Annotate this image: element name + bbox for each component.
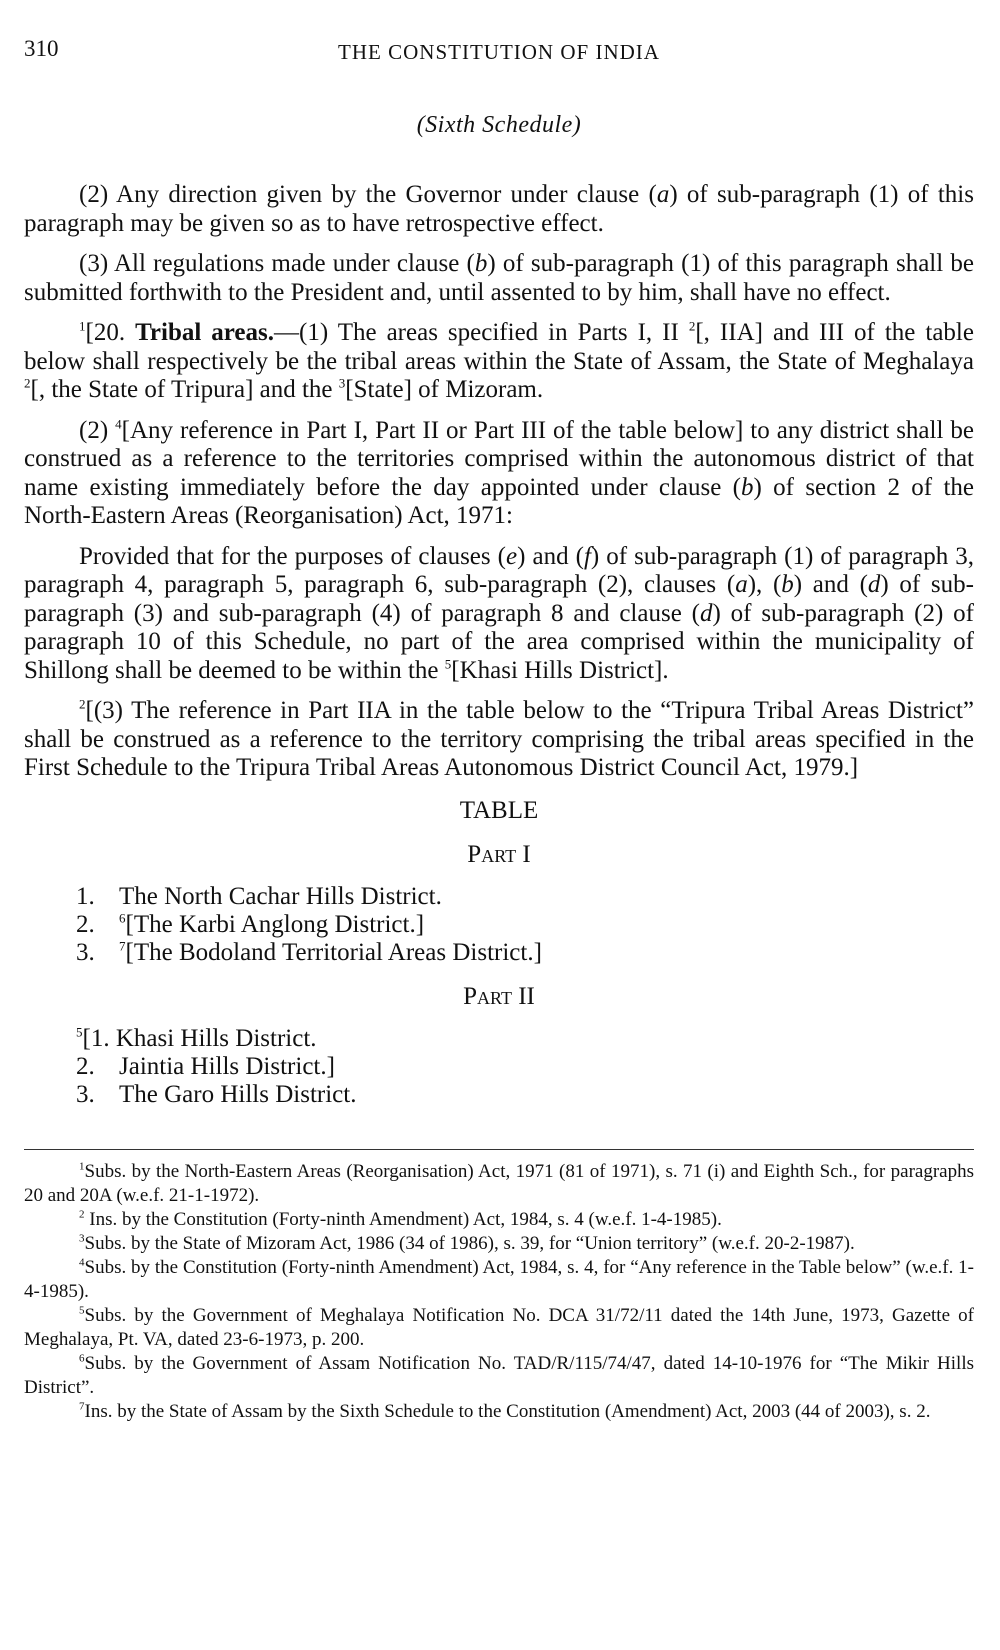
list-item: 2. $^6$[The Karbi Anglong District.] (76, 910, 425, 938)
page-number: 310 (24, 36, 59, 61)
paragraph-heading: Tribal areas. (135, 319, 275, 346)
part-1-heading: Part I (467, 840, 531, 868)
footnote: $^1$Subs. by the North-Eastern Areas (Reorganisation) Act, 1971 (81 of 1971), s. 71 (i) and Eighth Sch., for paragraphs 20 and 20A (w.e.f. 21-1-1972). (24, 1160, 974, 1206)
proviso: Provided that for the purposes of clauses (e) and (f) of sub-paragraph (1) of paragraph 3, paragraph 4, paragraph 5, paragraph 6, sub-paragraph (2), clauses (a), (b) and (d) of sub-paragraph (3) and sub-paragraph (4) of paragraph 8 and clause (d) of sub-paragraph (2) of paragraph 10 of this Schedule, no part of the area comprised within the municipality of Shillong shall be deemed to be within the $^5$[Khasi Hills District]. (24, 542, 975, 684)
footnote: $^2$ Ins. by the Constitution (Forty-ninth Amendment) Act, 1984, s. 4 (w.e.f. 1-4-1985). (79, 1208, 722, 1230)
footnote-ref: 2 (79, 696, 86, 712)
list-item: 1. The North Cachar Hills District. (76, 882, 442, 910)
part-2-list (24, 1025, 974, 1109)
footnote-ref: 2 (24, 375, 31, 391)
footnote: $^4$Subs. by the Constitution (Forty-ninth Amendment) Act, 1984, s. 4, for “Any reference in the Table below” (w.e.f. 1-4-1985). (24, 1256, 974, 1302)
document-page (24, 0, 974, 1424)
list-item: 2. Jaintia Hills District.] (76, 1052, 335, 1080)
footnote-ref: 1 (79, 318, 86, 334)
footnote: $^5$Subs. by the Government of Meghalaya Notification No. DCA 31/72/11 dated the 14th June, 1973, Gazette of Meghalaya, Pt. VA, dated 23-6-1973, p. 200. (24, 1304, 974, 1350)
footnote-ref: 5 (444, 656, 452, 672)
paragraph-19-3: (3) All regulations made under clause (b) of sub-paragraph (1) of this paragraph shall be submitted forthwith to the President and, until assented to by him, shall have no effect. (24, 250, 974, 306)
footnote: $^3$Subs. by the State of Mizoram Act, 1986 (34 of 1986), s. 39, for “Union territory” (w.e.f. 20-2-1987). (79, 1232, 855, 1254)
paragraph-20-1: $^1$[20. Tribal areas.—(1) The areas specified in Parts I, II $^2$[, IIA] and III of the table below shall respectively be the tribal areas within the State of Assam, the State of Meghalaya $^2$[, the State of Tripura] and the $^3$[State] of Mizoram. (24, 318, 974, 403)
list-item: 3. The Garo Hills District. (76, 1080, 357, 1108)
footnote-ref: 2 (688, 318, 696, 334)
footnote-divider (24, 1149, 974, 1150)
footnote-ref: 4 (115, 416, 122, 432)
table-heading: TABLE (459, 796, 539, 824)
page-header (24, 0, 974, 64)
part-2-heading: Part II (463, 982, 535, 1010)
footnotes (24, 1160, 974, 1424)
paragraph-19-2: (2) Any direction given by the Governor under clause (a) of sub-paragraph (1) of this paragraph may be given so as to have retrospective effect. (24, 181, 974, 237)
list-item: $^5$[1. Khasi Hills District. (76, 1024, 317, 1052)
body-text (24, 181, 974, 783)
section-title: (Sixth Schedule) (416, 112, 582, 138)
footnote: $^7$Ins. by the State of Assam by the Sixth Schedule to the Constitution (Amendment) Act, 2003 (44 of 2003), s. 2. (79, 1400, 931, 1422)
paragraph-20-2: (2) $^4$[Any reference in Part I, Part II or Part III of the table below] to any district shall be construed as a reference to the territories comprised within the autonomous district of that name existing immediately before the day appointed under clause (b) of section 2 of the North-Eastern Areas (Reorganisation) Act, 1971: (24, 416, 974, 529)
paragraph-20-3: $^2$[(3) The reference in Part IIA in the table below to the “Tripura Tribal Areas District” shall be construed as a reference to the territory comprising the tribal areas specified in the First Schedule to the Tripura Tribal Areas Autonomous District Council Act, 1979.] (24, 696, 974, 781)
footnote-ref: 3 (338, 375, 346, 391)
part-1-list (24, 883, 974, 967)
running-head: THE CONSTITUTION OF INDIA (338, 40, 660, 64)
list-item: 3. $^7$[The Bodoland Territorial Areas District.] (76, 938, 542, 966)
footnote: $^6$Subs. by the Government of Assam Notification No. TAD/R/115/74/47, dated 14-10-1976 for “The Mikir Hills District”. (24, 1352, 974, 1398)
